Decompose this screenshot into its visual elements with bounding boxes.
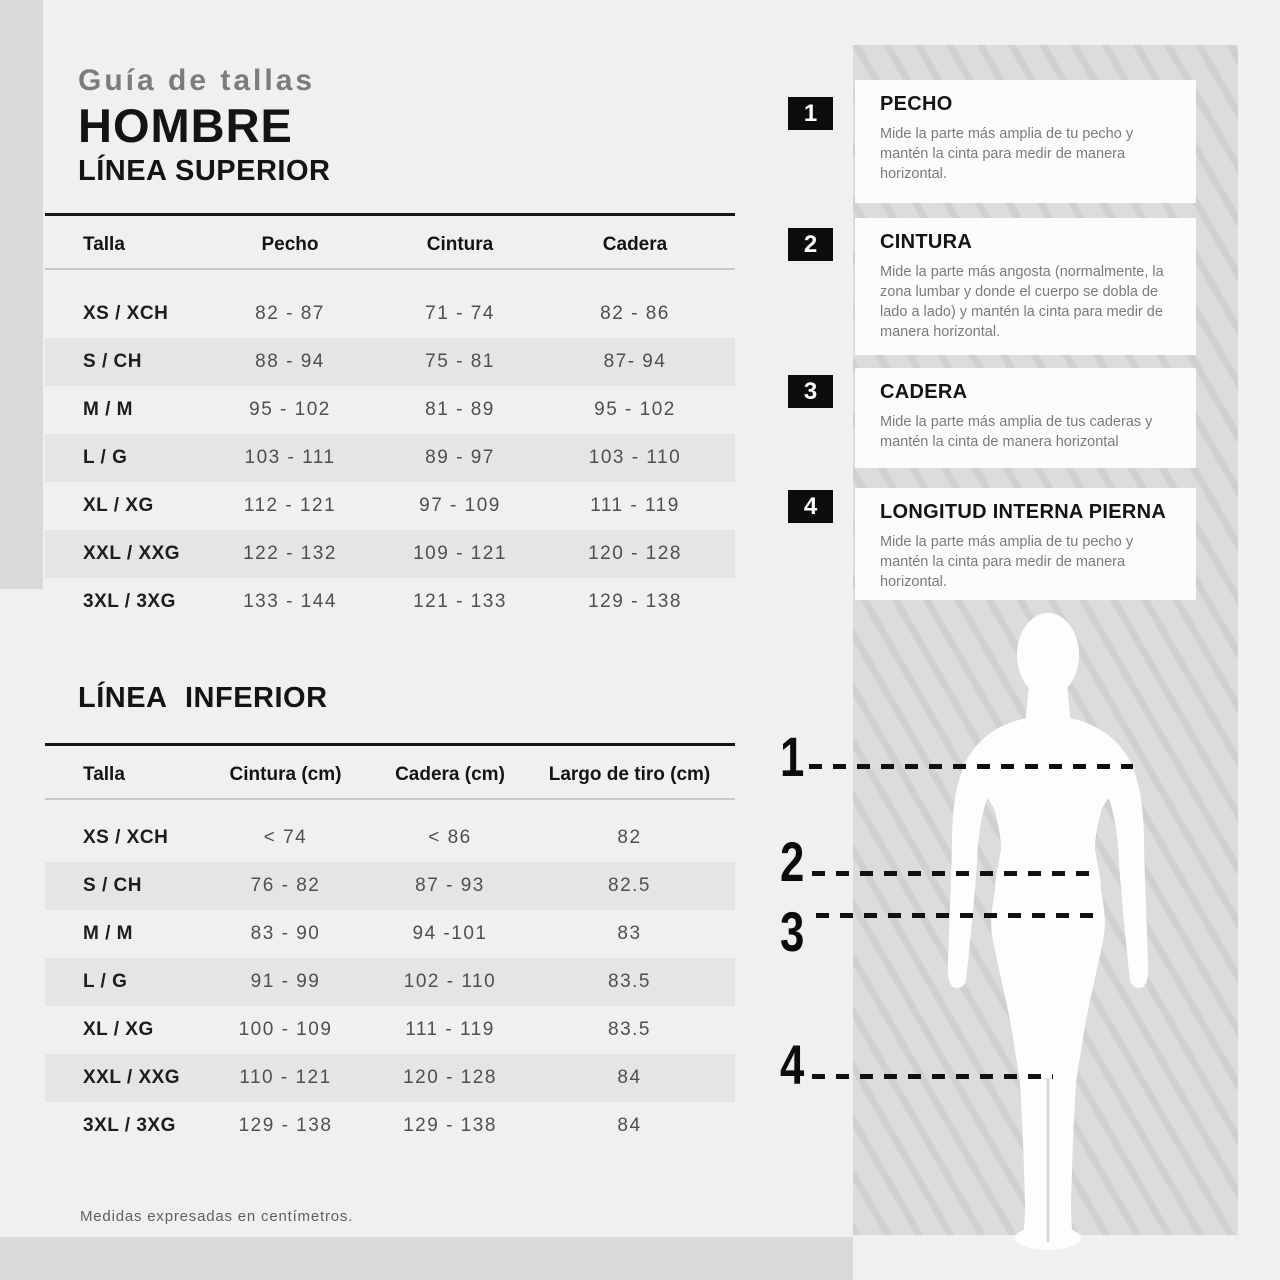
- step-2-title: CINTURA: [880, 231, 973, 253]
- cell-cintura: 109 - 121: [413, 543, 507, 564]
- size-label: L / G: [83, 971, 128, 992]
- size-label: XXL / XXG: [83, 1067, 181, 1088]
- table-row: [45, 814, 735, 862]
- upper-size-table: [45, 213, 735, 626]
- size-label: XL / XG: [83, 1019, 154, 1040]
- table-row: [45, 434, 735, 482]
- table-row: [45, 1102, 735, 1150]
- cell-cadera: 82 - 86: [600, 303, 670, 324]
- step-1-badge: 1: [788, 97, 833, 130]
- cell-largo-tiro: 82.5: [608, 875, 651, 896]
- page-title: HOMBRE: [78, 99, 293, 152]
- cell-cintura: 121 - 133: [413, 591, 507, 612]
- step-3-badge: 3: [788, 375, 833, 408]
- column-header: Cadera: [602, 234, 668, 255]
- size-label: 3XL / 3XG: [83, 591, 176, 612]
- size-label: XXL / XXG: [83, 543, 181, 564]
- cell-cadera: 95 - 102: [594, 399, 676, 420]
- table-row: [45, 578, 735, 626]
- size-label: S / CH: [83, 351, 142, 372]
- column-header: Talla: [83, 764, 125, 785]
- step-4-badge: 4: [788, 490, 833, 523]
- table-header-rule: [45, 268, 735, 270]
- upper-table-body: [45, 290, 735, 626]
- column-header: Talla: [83, 234, 125, 255]
- table-row: [45, 386, 735, 434]
- column-header: Cintura: [426, 234, 494, 255]
- table-row: [45, 1054, 735, 1102]
- units-note: Medidas expresadas en centímetros.: [80, 1208, 354, 1225]
- cell-cadera: 103 - 110: [588, 447, 682, 468]
- step-3-title: CADERA: [880, 381, 968, 403]
- column-header: Largo de tiro (cm): [548, 764, 711, 785]
- size-label: L / G: [83, 447, 128, 468]
- figure-label-4: 4: [780, 1033, 805, 1096]
- cell-cadera: 94 -101: [412, 923, 488, 944]
- cell-cintura: 75 - 81: [425, 351, 495, 372]
- table-row: [45, 530, 735, 578]
- cell-largo-tiro: 84: [617, 1115, 642, 1136]
- cell-cintura: 97 - 109: [419, 495, 501, 516]
- cell-cintura: 81 - 89: [425, 399, 495, 420]
- measure-line-hip: [816, 913, 1093, 918]
- cell-cintura: 91 - 99: [250, 971, 321, 992]
- cell-cadera: 120 - 128: [588, 543, 682, 564]
- step-4-title: LONGITUD INTERNA PIERNA: [880, 501, 1167, 523]
- step-2-badge: 2: [788, 228, 833, 261]
- figure-label-3: 3: [780, 900, 805, 963]
- table-row: [45, 338, 735, 386]
- lower-size-table: [45, 743, 735, 1150]
- step-1-card: [855, 80, 1196, 203]
- cell-largo-tiro: 83.5: [608, 1019, 651, 1040]
- upper-table-header: [45, 216, 735, 268]
- cell-largo-tiro: 84: [617, 1067, 642, 1088]
- cell-cintura: 129 - 138: [238, 1115, 333, 1136]
- size-label: M / M: [83, 923, 133, 944]
- cell-cadera: 120 - 128: [403, 1067, 497, 1088]
- size-label: 3XL / 3XG: [83, 1115, 176, 1136]
- step-3-body: Mide la parte más amplia de tus caderas y mantén la cinta de manera horizontal: [880, 414, 1153, 450]
- lower-table-header: [45, 746, 735, 798]
- lower-section-title: LÍNEA INFERIOR: [78, 682, 328, 714]
- lower-table-body: [45, 814, 735, 1150]
- figure-label-1: 1: [780, 725, 805, 788]
- guide-eyebrow: Guía de tallas: [78, 64, 316, 97]
- size-label: S / CH: [83, 875, 142, 896]
- table-row: [45, 958, 735, 1006]
- step-1-body: Mide la parte más amplia de tu pecho y mantén la cinta para medir de manera horizontal.: [880, 126, 1134, 182]
- figure-label-2: 2: [780, 830, 805, 893]
- step-1-title: PECHO: [880, 93, 953, 115]
- column-header: Cadera (cm): [395, 764, 505, 785]
- table-row: [45, 482, 735, 530]
- cell-cintura: 100 - 109: [238, 1019, 333, 1040]
- cell-cadera: 129 - 138: [588, 591, 682, 612]
- column-header: Cintura (cm): [229, 764, 342, 785]
- bottom-gray-band: [0, 1237, 853, 1280]
- cell-cadera: 87 - 93: [415, 875, 485, 896]
- cell-cadera: 111 - 119: [405, 1019, 495, 1040]
- cell-cintura: 89 - 97: [425, 447, 495, 468]
- cell-cintura: 83 - 90: [250, 923, 321, 944]
- cell-cadera: 111 - 119: [590, 495, 680, 516]
- cell-largo-tiro: 83.5: [608, 971, 651, 992]
- step-4-body: Mide la parte más amplia de tu pecho y mantén la cinta para medir de manera horizontal.: [880, 534, 1134, 590]
- size-label: M / M: [83, 399, 133, 420]
- table-row: [45, 910, 735, 958]
- cell-largo-tiro: 83: [617, 923, 642, 944]
- step-4-card: [855, 488, 1196, 600]
- cell-largo-tiro: 82: [617, 827, 642, 848]
- cell-pecho: 82 - 87: [255, 303, 325, 324]
- cell-cadera: 102 - 110: [403, 971, 497, 992]
- upper-section-title: LÍNEA SUPERIOR: [78, 155, 331, 187]
- table-row: [45, 1006, 735, 1054]
- measure-line-inseam: [812, 1074, 1053, 1079]
- cell-pecho: 88 - 94: [255, 351, 325, 372]
- size-label: XS / XCH: [83, 303, 169, 324]
- cell-pecho: 122 - 132: [243, 543, 337, 564]
- column-header: Pecho: [261, 234, 319, 255]
- size-label: XS / XCH: [83, 827, 169, 848]
- cell-pecho: 112 - 121: [243, 495, 337, 516]
- table-row: [45, 862, 735, 910]
- cell-pecho: 103 - 111: [244, 447, 336, 468]
- cell-pecho: 95 - 102: [249, 399, 331, 420]
- table-row: [45, 290, 735, 338]
- cell-cadera: 129 - 138: [403, 1115, 497, 1136]
- cell-cadera: 87- 94: [603, 351, 667, 372]
- body-silhouette: [853, 598, 1238, 1250]
- left-gray-strip: [0, 0, 43, 589]
- size-label: XL / XG: [83, 495, 154, 516]
- cell-cadera: < 86: [428, 827, 472, 848]
- cell-pecho: 133 - 144: [243, 591, 337, 612]
- step-2-card: [855, 218, 1196, 355]
- cell-cintura: < 74: [263, 827, 308, 848]
- cell-cintura: 76 - 82: [250, 875, 321, 896]
- step-3-card: [855, 368, 1196, 468]
- cell-cintura: 71 - 74: [425, 303, 495, 324]
- masthead: [78, 64, 330, 188]
- measure-line-waist: [812, 871, 1097, 876]
- measure-line-chest: [809, 764, 1133, 769]
- table-header-rule: [45, 798, 735, 800]
- cell-cintura: 110 - 121: [239, 1067, 332, 1088]
- step-2-body: Mide la parte más angosta (normalmente, la zona lumbar y donde el cuerpo se dobla de lado a lado) y mantén la cinta para medir de manera horizontal.: [880, 264, 1164, 340]
